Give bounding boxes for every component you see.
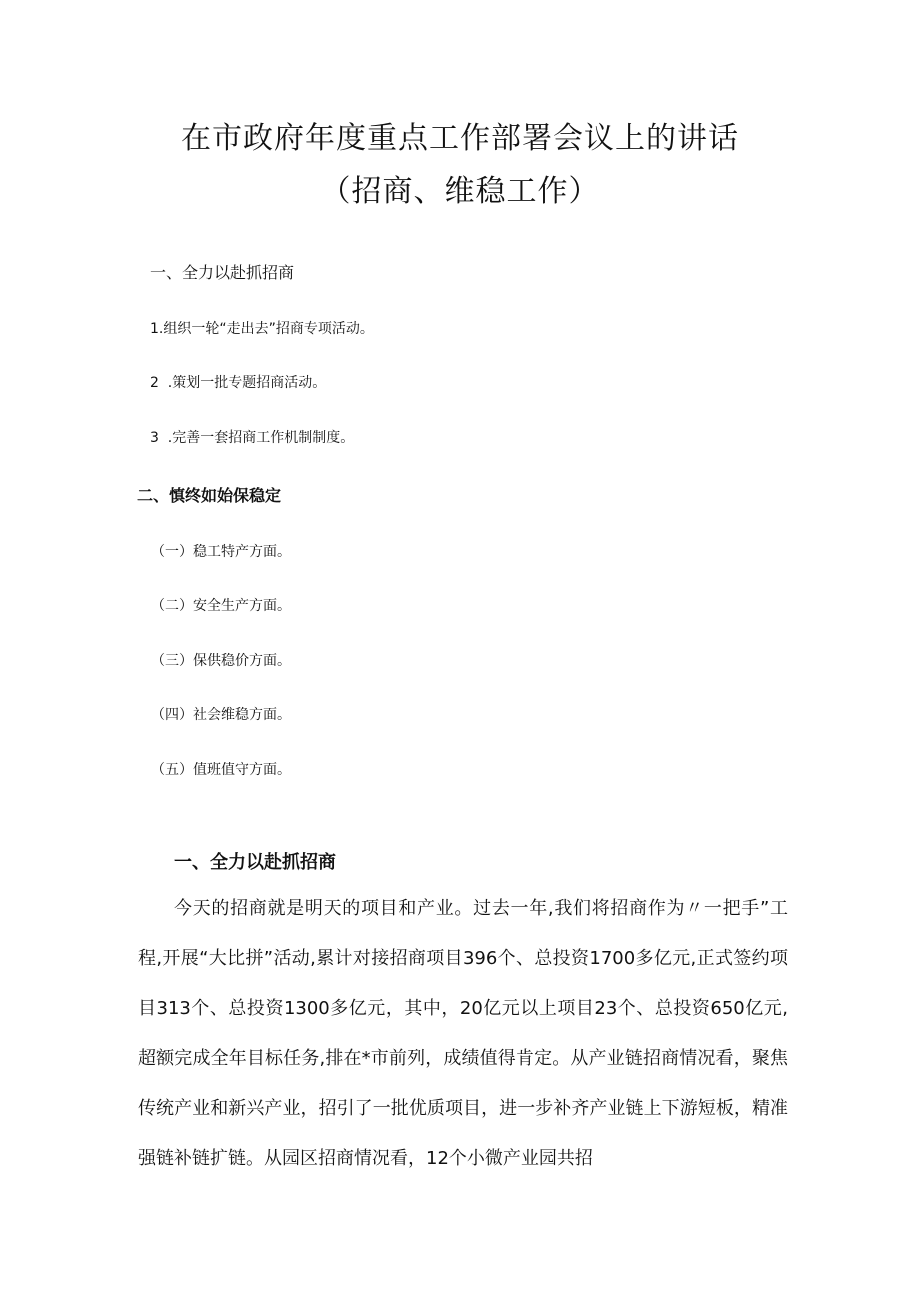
outline-section-2-heading: 二、慎终如始保稳定 [137,486,282,505]
outline-subitem: （三）保供稳价方面。 [151,653,291,669]
outline-item: 1.组织一轮“走出去”招商专项活动。 [150,321,374,337]
document-title-line-1: 在市政府年度重点工作部署会议上的讲话 [181,121,739,156]
body-section-heading: 一、全力以赴抓招商 [174,852,336,873]
outline-subitem: （四）社会维稳方面。 [151,707,291,723]
outline-item: 3 .完善一套招商工作机制制度。 [150,430,355,446]
outline-subitem: （五）值班值守方面。 [151,762,291,778]
outline-section-1-heading: 一、全力以赴抓招商 [150,263,295,282]
document-title-line-2: （招商、维稳工作） [320,174,600,209]
body-paragraph: 今天的招商就是明天的项目和产业。过去一年,我们将招商作为〃一把手”工程,开展“大比拼”活动,累计对接招商项目396个、总投资1700多亿元,正式签约项目313个、总投资1300多亿元，其中，20亿元以上项目23个、总投资650亿元,超额完成全年目标任务,排在*市前列，成绩值得肯定。从产业链招商情况看，聚焦传统产业和新兴产业，招引了一批优质项目，进一步补齐产业链上下游短板，精准强链补链扩链。从园区招商情况看，12个小微产业园共招 [138,898,788,1169]
outline-subitem: （一）稳工特产方面。 [151,544,291,560]
outline-item: 2 .策划一批专题招商活动。 [150,375,327,391]
outline-subitem: （二）安全生产方面。 [151,598,291,614]
